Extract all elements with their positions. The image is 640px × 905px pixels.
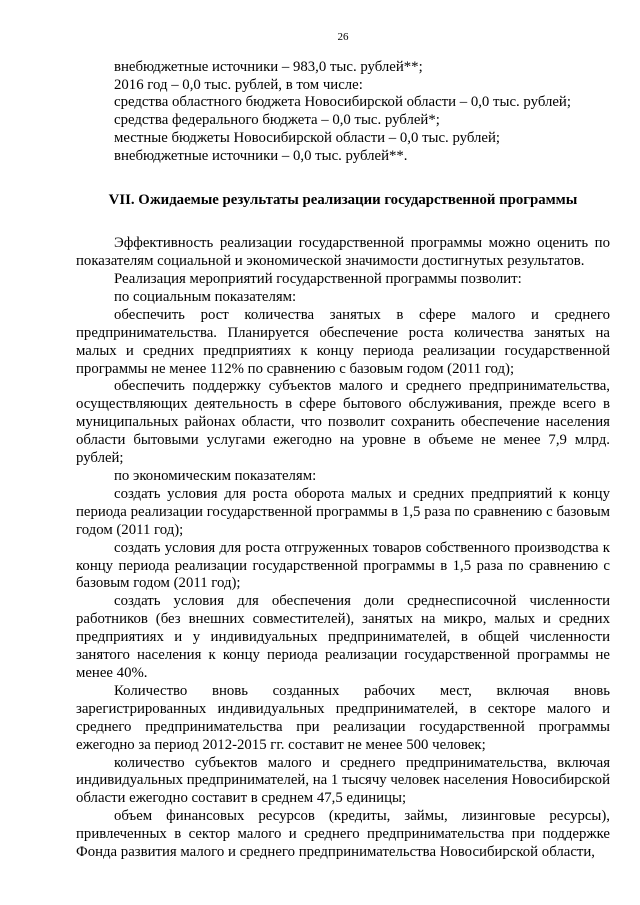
paragraph: обеспечить рост количества занятых в сфере малого и среднего предпринимательства. Планируется обеспечение роста количества занятых на малых и средних предприятиях к концу периода реализации государственной программы не менее 112% по сравнению с базовым годом (2011 год); [76,306,610,377]
funding-line: 2016 год – 0,0 тыс. рублей, в том числе: [114,76,363,93]
document-page [76,30,610,862]
funding-line: средства федерального бюджета – 0,0 тыс. рублей*; [114,112,440,129]
paragraph: Эффективность реализации государственной программы можно оценить по показателям социальной и экономической значимости достигнутых результатов. [76,235,610,270]
paragraph: Количество вновь созданных рабочих мест, включая вновь зарегистрированных индивидуальных предпринимателей, в секторе малого и среднего предпринимательства при реализации государственной программы ежегодно за период 2012-2015 гг. составит не менее 500 человек; [76,682,610,753]
paragraph: обеспечить поддержку субъектов малого и среднего предпринимательства, осуществляющих деятельность в сфере бытового обслуживания, прежде всего в муниципальных районах области, что позволит сохранить обеспечение населения области бытовыми услугами ежегодно на уровне в объеме не менее 7,9 млрд. рублей; [76,378,610,467]
paragraph: создать условия для обеспечения доли среднесписочной численности работников (без внешних совместителей), занятых на микро, малых и средних предприятиях и у индивидуальных предпринимателей, в общей численности занятого населения к концу периода реализации государственной программы не менее 40%. [76,593,610,681]
paragraph: по экономическим показателям: [114,468,317,484]
page-number: 26 [337,31,349,43]
paragraph: количество субъектов малого и среднего предпринимательства, включая индивидуальных предпринимателей, на 1 тысячу человек населения Новосибирской области ежегодно составит в среднем 47,5 единицы; [76,754,610,807]
paragraph: создать условия для роста оборота малых и средних предприятий к концу периода реализации государственной программы в 1,5 раза по сравнению с базовым годом (2011 год); [76,485,610,538]
paragraph: по социальным показателям: [114,288,297,305]
section-heading: VII. Ожидаемые результаты реализации государственной программы [108,192,578,209]
funding-line: местные бюджеты Новосибирской области – 0,0 тыс. рублей; [114,129,500,146]
funding-line: внебюджетные источники – 983,0 тыс. рублей**; [114,59,423,75]
paragraph: Реализация мероприятий государственной программы позволит: [114,271,522,288]
paragraph: объем финансовых ресурсов (кредиты, займы, лизинговые ресурсы), привлеченных в сектор малого и среднего предпринимательства при поддержке Фонда развития малого и среднего предпринимательства Новосибирской области, [76,808,610,861]
funding-sources-block [76,59,610,165]
funding-line: внебюджетные источники – 0,0 тыс. рублей**. [114,147,408,164]
paragraph: создать условия для роста отгруженных товаров собственного производства к концу периода реализации государственной программы в 1,5 раза по сравнению с базовым годом (2011 год); [76,539,610,592]
section-body [76,235,610,862]
funding-line: средства областного бюджета Новосибирской области – 0,0 тыс. рублей; [114,94,571,111]
